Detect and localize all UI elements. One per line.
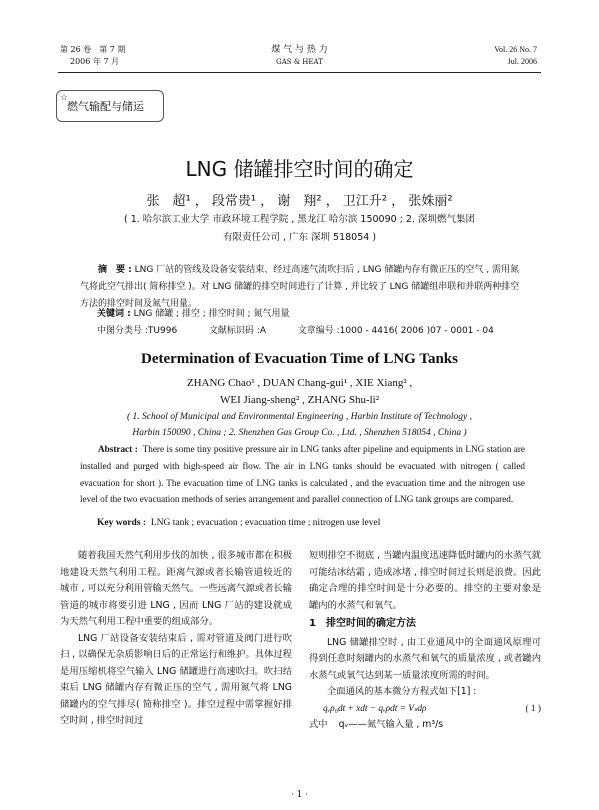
keywords-zh-text: LNG 储罐 ; 排空 ; 排空时间 ; 氮气用量 bbox=[133, 309, 290, 319]
where-text: qᵥ——氮气输入量 , m³/s bbox=[338, 719, 444, 730]
equation-text: qᵥρ₀dt + xdt − qᵥρdt = Vₛdρ bbox=[323, 703, 427, 714]
page-number: · 1 · bbox=[290, 790, 309, 800]
where-label: 式中 bbox=[309, 719, 328, 730]
abstract-zh-text: LNG 厂站的管线及设备安装结束、经过高速气流吹扫后 , LNG 储罐内存有微正压的空气 , 需用氮气将此空气排出( 简称排空 )。对 LNG 储罐的排空时间进行了计算 , 并比较了 LNG 储罐组串联和并联两种排空方法的排空时间及氮气用量。 bbox=[80, 265, 520, 309]
header-volume-en bbox=[494, 44, 537, 68]
equation-1 bbox=[309, 701, 541, 718]
keywords-en-text: LNG tank ; evacuation ; evacuation time ; nitrogen use level bbox=[150, 518, 381, 528]
doc-value: A bbox=[259, 326, 266, 336]
art-value: 1000 - 4416( 2006 )07 - 0001 - 04 bbox=[339, 326, 494, 336]
body-paragraph: LNG 储罐排空时 , 由工业通风中的全面通风原理可得到任意时刻罐内的水蒸气和氧气的质量浓度 , 或者罐内水蒸气或氧气达到某一质量浓度所需的时间。 bbox=[309, 636, 541, 681]
authors-en-line: ZHANG Chao¹ , DUAN Chang-gui¹ , XIE Xiang² , bbox=[186, 377, 413, 389]
keywords-en bbox=[97, 518, 380, 528]
equation-number: ( 1 ) bbox=[525, 703, 541, 714]
affiliation-zh bbox=[0, 211, 599, 247]
date-en: Jul. 2006 bbox=[507, 57, 537, 66]
affiliation-zh-line: 有限责任公司 , 广东 深圳 518054 ) bbox=[222, 232, 377, 243]
journal-name-zh: 煤 气 与 热 力 bbox=[271, 45, 328, 55]
authors-en bbox=[0, 375, 599, 409]
star-icon: ☆ bbox=[60, 93, 69, 103]
journal-name-en: GAS & HEAT bbox=[276, 58, 323, 66]
section-tag bbox=[56, 90, 164, 122]
classification-zh bbox=[97, 323, 494, 336]
section-tag-label: 燃气输配与储运 bbox=[67, 100, 144, 113]
authors-en-line: WEI Jiang-sheng² , ZHANG Shu-li² bbox=[219, 394, 380, 406]
volume-en: Vol. 26 No. 7 bbox=[494, 45, 537, 54]
body-paragraph: 随着我国天然气利用步伐的加快 , 很多城市都在积极地建设天然气利用工程。距离气源或者长输管道较近的城市 , 可以充分利用管输天然气。一些远离气源或者长输管道的城市将要引进 LNG , 因而 LNG 厂站的建设就成为天然气利用工程中重要的组成部分。 bbox=[60, 550, 292, 627]
body-paragraph: 短则排空不彻底 , 当罐内温度迅速降低时罐内的水蒸气就可能结冰结霜 , 造成冰堵 , 排空时间过长则是浪费。因此确定合理的排空时间是十分必要的。排空的主要对象是罐内的水蒸气和氧气。 bbox=[309, 550, 541, 611]
keywords-en-label: Key words : bbox=[97, 518, 147, 528]
date-zh: 2006 年 7 月 bbox=[70, 57, 120, 66]
keywords-zh-label: 关键词 : bbox=[97, 309, 131, 319]
body-paragraph: LNG 厂站设备安装结束后 , 需对管道及阀门进行吹扫 , 以确保无杂质影响日后的正常运行和维护。具体过程是用压缩机将空气输入 LNG 储罐进行高速吹扫。吹扫结束后 LNG 储罐内存有微正压的空气 , 需用氮气将 LNG 储罐内的空气排尽( 简称排空 )。排空过程中需掌握好排空时间 , 排空时间过 bbox=[60, 632, 292, 726]
volume-zh: 第 26 卷 第 7 期 bbox=[60, 45, 126, 54]
variable-definition bbox=[309, 717, 541, 734]
body-paragraph: 全面通风的基本微分方程式如下[1] : bbox=[327, 686, 477, 697]
header-divider bbox=[58, 72, 541, 73]
affiliation-en-line: ( 1. School of Municipal and Environmental Engineering , Harbin Institute of Technology , bbox=[127, 412, 472, 422]
affiliation-en-line: Harbin 150090 , China ; 2. Shenzhen Gas Group Co. , Ltd. , Shenzhen 518054 , China ) bbox=[132, 428, 467, 438]
doc-label: 文献标识码 : bbox=[208, 326, 260, 336]
abstract-en-label: Abstract : bbox=[98, 444, 138, 454]
affiliation-zh-line: ( 1. 哈尔滨工业大学 市政环境工程学院 , 黑龙江 哈尔滨 150090 ; 2. 深圳燃气集团 bbox=[123, 214, 476, 225]
body-right-column bbox=[309, 548, 541, 734]
body-left-column bbox=[60, 548, 292, 730]
title-en: Determination of Evacuation Time of LNG Tanks bbox=[141, 351, 458, 367]
abstract-zh-label: 摘 要 : bbox=[98, 265, 132, 275]
abstract-en-text: There is some tiny positive pressure air in LNG tanks after pipeline and equipments in LNG station are installed and purged with high-speed air flow. The air in LNG tanks should be evacuated with nitrogen ( called evacuation for short ). The evacuation time of LNG tanks is calculated , and the evacuation time and the nitrogen use level of the two evacuation methods of series arrangement and parallel connection of LNG tank groups are compared. bbox=[80, 444, 526, 505]
authors-zh: 张 超¹ ， 段常贵¹ ， 谢 翔² ， 卫江升² ， 张姝丽² bbox=[146, 194, 453, 209]
abstract-en bbox=[80, 441, 525, 508]
title-zh: LNG 储罐排空时间的确定 bbox=[185, 157, 414, 181]
cls-value: TU996 bbox=[147, 326, 178, 336]
affiliation-en bbox=[0, 409, 599, 441]
cls-label: 中图分类号 : bbox=[97, 326, 148, 336]
section-heading: 1 排空时间的确定方法 bbox=[309, 618, 416, 629]
art-label: 文章编号 : bbox=[297, 326, 340, 336]
keywords-zh bbox=[97, 306, 289, 319]
